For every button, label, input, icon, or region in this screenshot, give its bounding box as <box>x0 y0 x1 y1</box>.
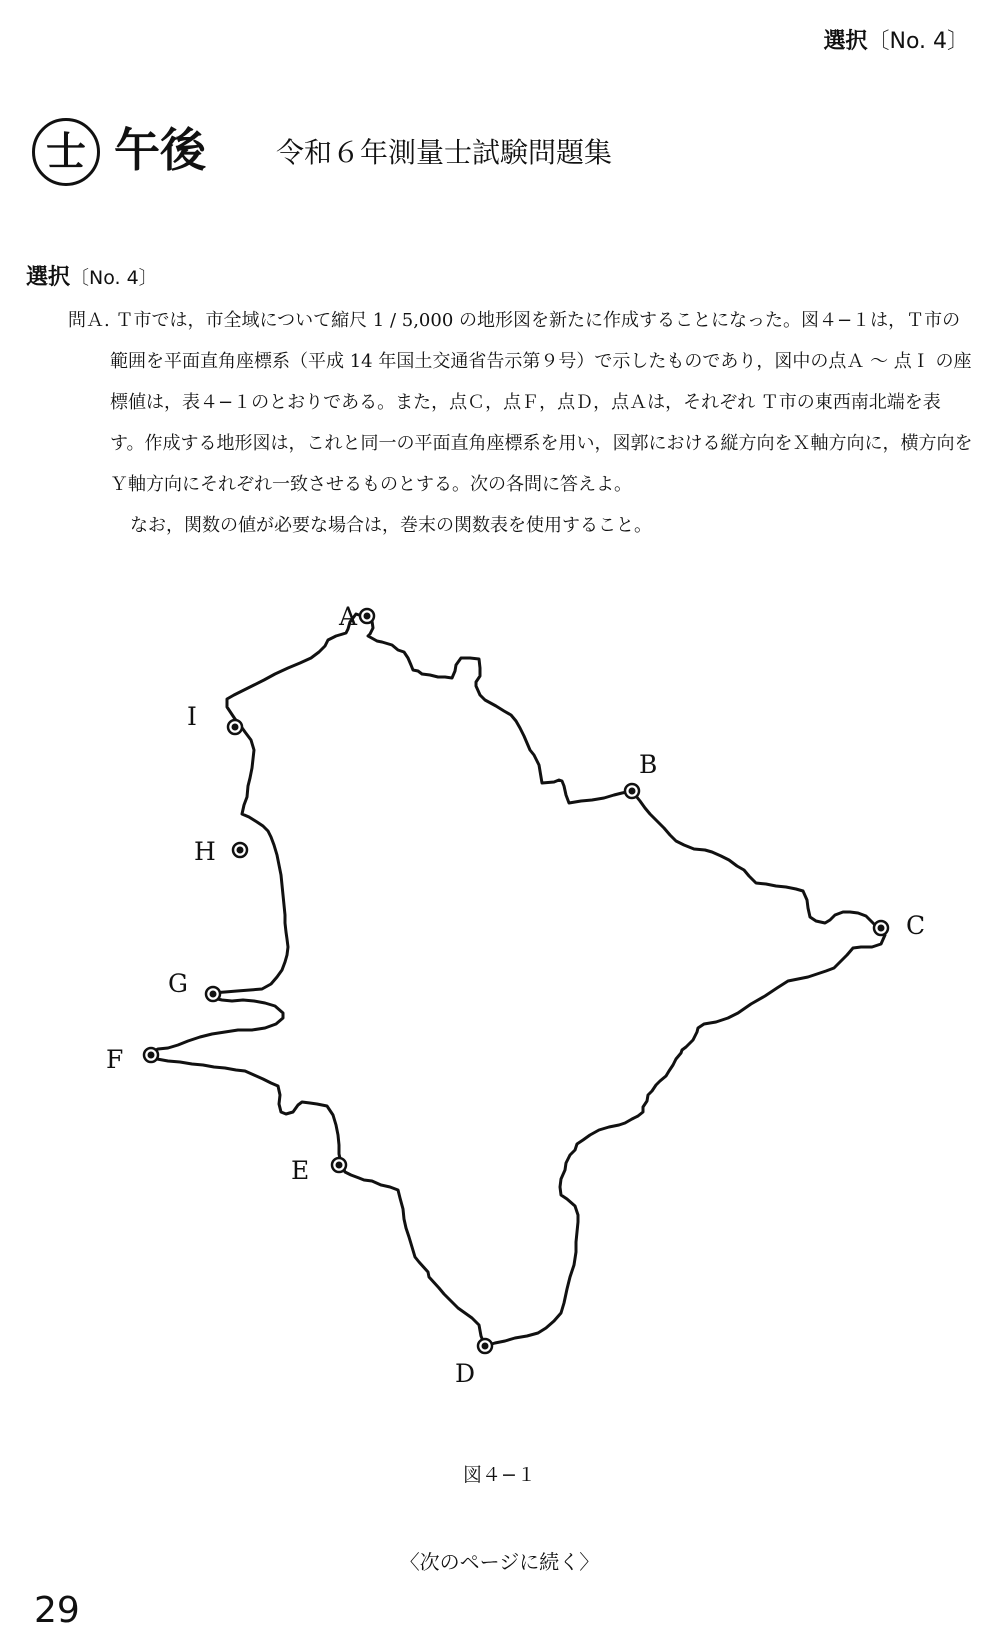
page-number: 29 <box>34 1590 80 1631</box>
point-label-b: B <box>639 750 658 779</box>
section-label-number: 〔No. 4〕 <box>70 267 158 289</box>
survey-point-c <box>874 921 888 935</box>
point-label-h: H <box>194 837 216 866</box>
note-text: なお，関数の値が必要な場合は，巻末の関数表を使用すること。 <box>130 515 652 536</box>
survey-point-b <box>625 784 639 798</box>
survey-point-h <box>233 843 247 857</box>
top-selection-bold: 選択 <box>823 29 868 54</box>
point-label-d: D <box>455 1359 476 1388</box>
city-boundary-map <box>0 590 999 1390</box>
survey-point-a <box>360 609 374 623</box>
point-label-c: C <box>906 911 926 940</box>
surveyor-seal: 士 <box>32 118 100 186</box>
book-title: 令和６年測量士試験問題集 <box>276 136 613 169</box>
top-selection-number: 〔No. 4〕 <box>867 29 969 54</box>
continued-note: 〈次のページに続く〉 <box>399 1550 600 1574</box>
point-label-f: F <box>106 1045 124 1074</box>
session-title: 午後 <box>114 123 206 177</box>
point-label-e: E <box>291 1156 310 1185</box>
survey-point-e <box>332 1158 346 1172</box>
survey-point-g <box>206 987 220 1001</box>
survey-point-f <box>144 1048 158 1062</box>
city-boundary-line <box>148 614 885 1346</box>
figure-caption: 図４−１ <box>463 1464 536 1486</box>
point-label-a: A <box>339 602 358 631</box>
survey-point-d <box>478 1339 492 1353</box>
question-text: 問Ａ. Ｔ市では，市全域について縮尺 1 / 5,000 の地形図を新たに作成することになった。図４−１は，Ｔ市の範囲を平面直角座標系（平成 14 年国土交通省告示第９号）で示したものであり，図中の点Ａ ～ 点Ｉ の座標値は，表４−１のとおりである。また，点Ｃ，点Ｆ，点Ｄ，点Ａは，それぞれ Ｔ市の東西南北端を表す。作成する地形図は，これと同一の平面直角座標系を用い，図郭における縦方向をＸ軸方向に，横方向をＹ軸方向にそれぞれ一致させるものとする。次の各問に答えよ。 <box>68 310 973 495</box>
survey-point-i <box>228 720 242 734</box>
problem-body <box>68 300 973 546</box>
section-label-bold: 選択 <box>26 265 71 290</box>
section-label <box>26 260 158 291</box>
point-label-g: G <box>168 969 188 998</box>
top-selection-label <box>823 24 969 55</box>
point-label-i: I <box>187 702 197 731</box>
